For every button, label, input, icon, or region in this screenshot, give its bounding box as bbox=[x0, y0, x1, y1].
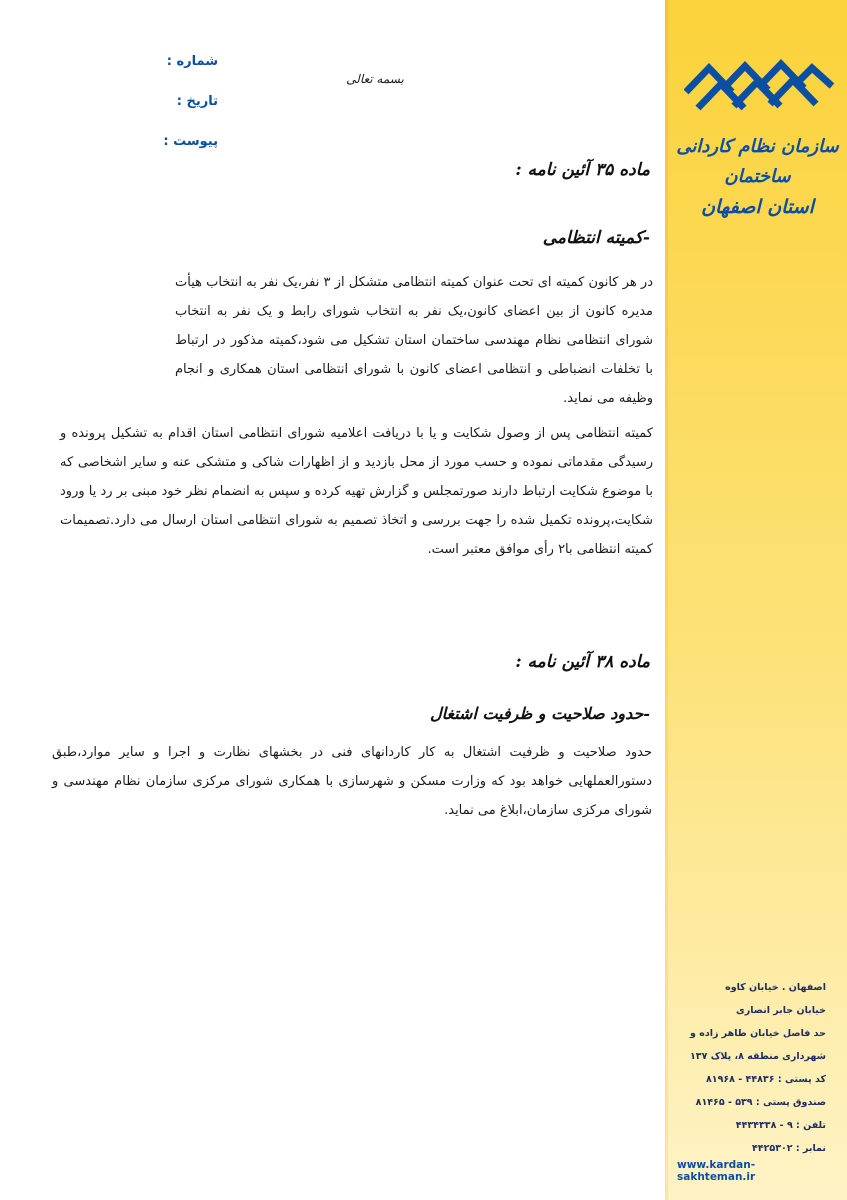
address-line-2: خیابان جابر انصاری bbox=[736, 1005, 826, 1016]
article-35-subtitle: -کمیته انتظامی bbox=[542, 228, 650, 248]
basmala: بسمه تعالی bbox=[346, 72, 404, 86]
postal-code: کد پستی : ۴۴۸۳۶ - ۸۱۹۶۸ bbox=[705, 1074, 826, 1085]
address-block bbox=[676, 976, 826, 1160]
number-label: شماره : bbox=[166, 54, 218, 69]
organization-logo-icon bbox=[684, 50, 834, 122]
article-35-paragraph-2: کمیته انتظامی پس از وصول شکایت و یا با دریافت اعلامیه شورای انتظامی استان اقدام به تشکیل پرونده و رسیدگی مقدماتی نموده و حسب مورد از محل بازدید و از اظهارات شاکی و متشکی عنه و سایر اشخاصی که با موضوع شکایت ارتباط دارند صورتمجلس و گزارش تهیه کرده و سپس به انضمام نظر خود مبنی بر رد یا ورود شکایت،پرونده تکمیل شده را جهت بررسی و اتخاذ تصمیم به شورای انتظامی استان ارسال می دارد.تصمیمات کمیته انتظامی با۲ رأی موافق معتبر است. bbox=[60, 426, 653, 557]
article-35-heading: ماده ۳۵ آئین نامه : bbox=[515, 160, 650, 180]
article-38-paragraph-1: حدود صلاحیت و ظرفیت اشتغال به کار کاردانهای فنی در بخشهای نظارت و اجرا و سایر موارد،طبق دستورالعملهایی خواهد بود که وزارت مسکن و شهرسازی با همکاری شورای مرکزی سازمان نظام مهندسی و شورای مرکزی سازمان،ابلاغ می نماید. bbox=[52, 745, 652, 818]
article-35-paragraph-1: در هر کانون کمیته ای تحت عنوان کمیته انتظامی متشکل از ۳ نفر،یک نفر به انتخاب هیأت مدیره کانون از بین اعضای کانون،یک نفر به انتخاب شورای رابط و یک نفر به انتخاب شورای انتظامی نظام مهندسی ساختمان استان تشکیل می شود،کمیته مذکور در ارتباط با تخلفات انضباطی و انتظامی اعضای کانون با شورای انتظامی استان همکاری و انجام وظیفه می نماید. bbox=[175, 275, 653, 406]
letter-meta bbox=[128, 52, 218, 172]
organization-name-line1: سازمان نظام کاردانی ساختمان bbox=[676, 136, 839, 187]
website-link[interactable]: www.kardan-sakhteman.ir bbox=[677, 1159, 756, 1183]
organization-name-line2: استان اصفهان bbox=[701, 196, 814, 218]
band-divider bbox=[665, 0, 668, 1200]
address-line-3: حد فاصل خیابان طاهر زاده و bbox=[690, 1028, 826, 1039]
article-38-subtitle: -حدود صلاحیت و ظرفیت اشتغال bbox=[430, 704, 650, 723]
address-line-4: شهرداری منطقه ۸، پلاک ۱۳۷ bbox=[689, 1051, 826, 1062]
address-line-1: اصفهان . خیابان کاوه bbox=[725, 982, 826, 993]
organization-name bbox=[670, 132, 845, 222]
phone-number: تلفن : ۹ - ۴۴۳۴۳۳۸ bbox=[735, 1120, 826, 1131]
article-38-heading: ماده ۳۸ آئین نامه : bbox=[515, 652, 650, 672]
fax-number: نمابر : ۴۴۲۵۳۰۲ bbox=[752, 1143, 826, 1154]
po-box: صندوق پستی : ۵۳۹ - ۸۱۴۶۵ bbox=[695, 1097, 826, 1108]
attachment-label: پیوست : bbox=[163, 134, 218, 149]
date-label: تاریخ : bbox=[176, 94, 218, 109]
